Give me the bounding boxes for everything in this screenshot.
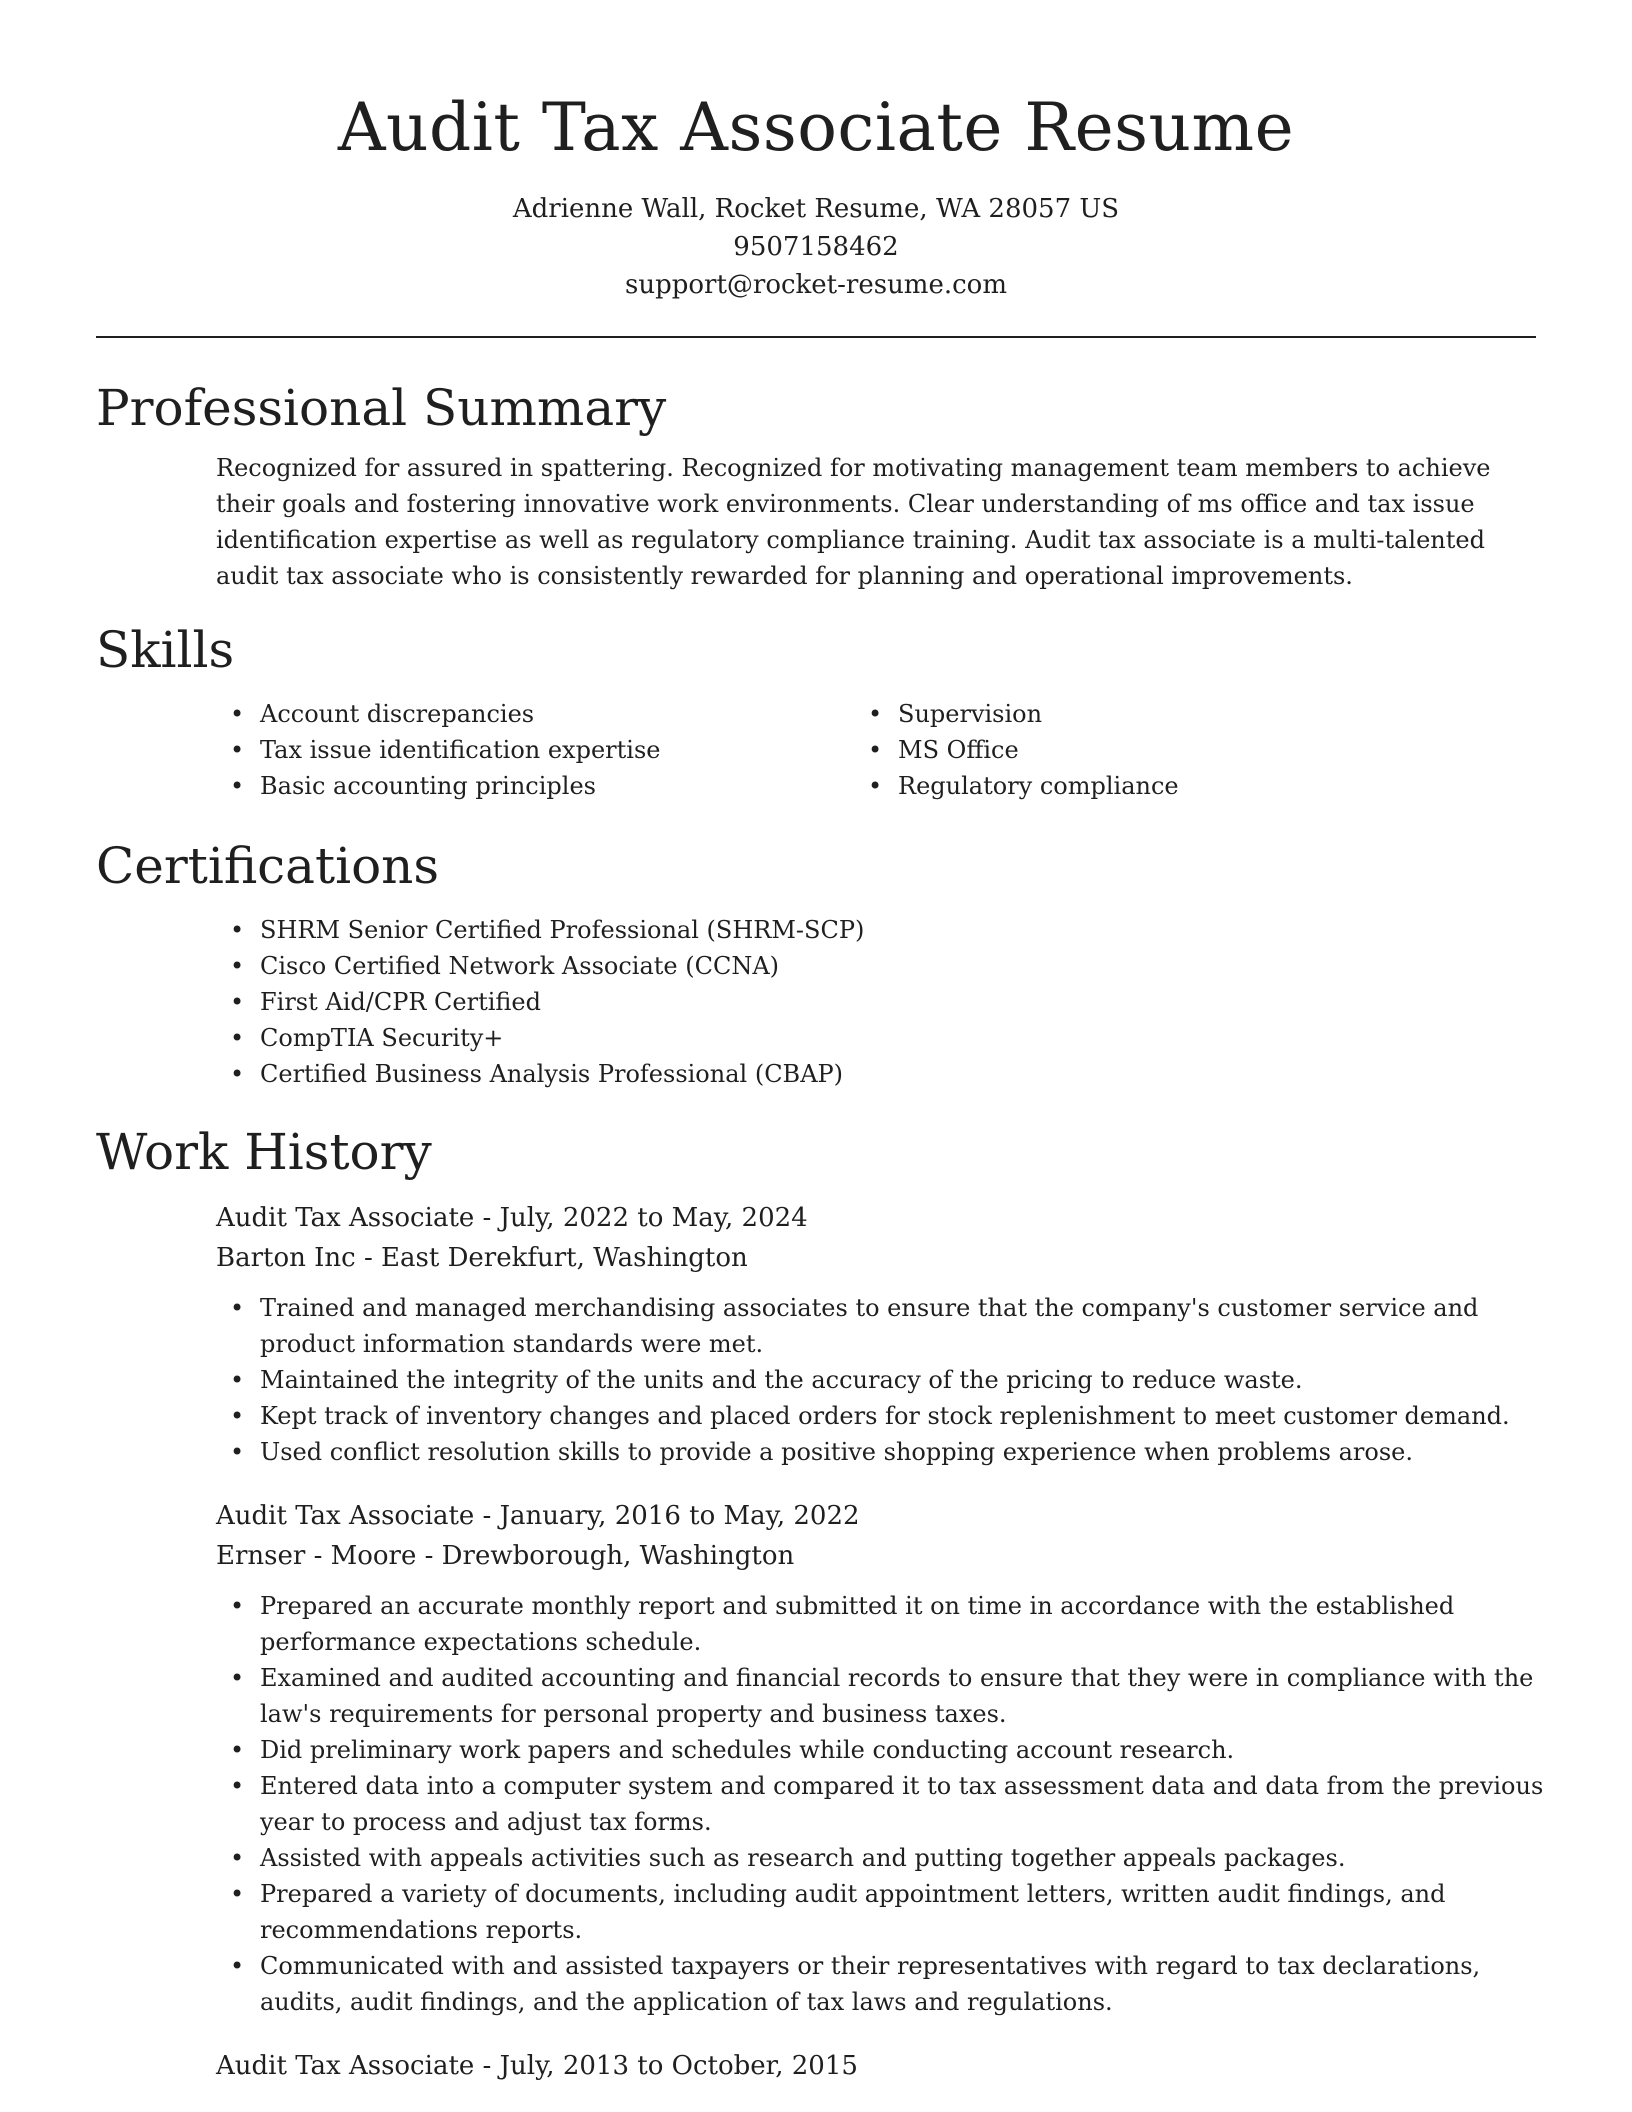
skill-item: • Account discrepancies	[260, 696, 898, 732]
job-bullet: • Kept track of inventory changes and placed orders for stock replenishment to meet customer demand.	[260, 1398, 1560, 1434]
skills-list-right	[898, 696, 1536, 804]
job-bullet: • Examined and audited accounting and financial records to ensure that they were in compliance with the law's requirements for personal property and business taxes.	[260, 1660, 1560, 1732]
skills-list-left	[260, 696, 898, 804]
summary-heading: Professional Summary	[96, 379, 667, 437]
skills-section	[96, 618, 1536, 804]
job-bullets	[260, 1290, 1560, 1470]
job-bullet: • Used conflict resolution skills to provide a positive shopping experience when problems arose.	[260, 1434, 1560, 1470]
contact-email: support@rocket-resume.com	[624, 270, 1007, 300]
job-company: Barton Inc - East Derekfurt, Washington	[216, 1243, 748, 1273]
header-divider	[96, 336, 1536, 338]
job-company: Ernser - Moore - Drewborough, Washington	[216, 1541, 795, 1571]
certification-item: • First Aid/CPR Certified	[260, 984, 1536, 1020]
skill-item: • Basic accounting principles	[260, 768, 898, 804]
summary-section	[96, 376, 1536, 594]
job-bullet: • Maintained the integrity of the units and the accuracy of the pricing to reduce waste.	[260, 1362, 1560, 1398]
resume-page	[96, 0, 1544, 2086]
skill-item: • Supervision	[898, 696, 1536, 732]
job-bullet: • Trained and managed merchandising associates to ensure that the company's customer service and product information standards were met.	[260, 1290, 1560, 1362]
certification-item: • SHRM Senior Certified Professional (SHRM-SCP)	[260, 912, 1536, 948]
certification-item: • CompTIA Security+	[260, 1020, 1536, 1056]
job-bullet: • Did preliminary work papers and schedules while conducting account research.	[260, 1732, 1560, 1768]
summary-text: Recognized for assured in spattering. Recognized for motivating management team members to achieve their goals and fostering innovative work environments. Clear understanding of ms office and tax issue identification expertise as well as regulatory compliance training. Audit tax associate is a multi-talented audit tax associate who is consistently rewarded for planning and operational improvements.	[216, 454, 1491, 590]
job-bullet: • Prepared a variety of documents, including audit appointment letters, written audit findings, and recommendations reports.	[260, 1876, 1560, 1948]
job-title: Audit Tax Associate - January, 2016 to May, 2022	[216, 1501, 860, 1531]
skill-item: • MS Office	[898, 732, 1536, 768]
certification-item: • Certified Business Analysis Professional (CBAP)	[260, 1056, 1536, 1092]
certification-item: • Cisco Certified Network Associate (CCNA)	[260, 948, 1536, 984]
resume-header	[96, 0, 1536, 304]
work-history-section	[96, 1120, 1544, 2086]
job-bullet: • Assisted with appeals activities such as research and putting together appeals packages.	[260, 1840, 1560, 1876]
resume-title: Audit Tax Associate Resume	[337, 89, 1295, 166]
job-title: Audit Tax Associate - July, 2013 to October, 2015	[216, 2051, 858, 2081]
certifications-heading: Certifications	[96, 837, 440, 895]
job-title: Audit Tax Associate - July, 2022 to May, 2024	[216, 1203, 808, 1233]
contact-phone: 9507158462	[733, 232, 899, 262]
skill-item: • Regulatory compliance	[898, 768, 1536, 804]
job-bullet: • Communicated with and assisted taxpayers or their representatives with regard to tax declarations, audits, audit findings, and the application of tax laws and regulations.	[260, 1948, 1560, 2020]
job-entry	[216, 2046, 1536, 2086]
work-history-heading: Work History	[96, 1123, 432, 1181]
skill-item: • Tax issue identification expertise	[260, 732, 898, 768]
contact-address: Adrienne Wall, Rocket Resume, WA 28057 US	[512, 194, 1120, 224]
job-entry	[216, 1496, 1544, 2020]
certifications-section	[96, 834, 1536, 1092]
job-entry	[216, 1198, 1536, 1470]
job-bullets	[260, 1588, 1560, 2020]
skills-grid	[260, 696, 1536, 804]
job-bullet: • Prepared an accurate monthly report and submitted it on time in accordance with the established performance expectations schedule.	[260, 1588, 1560, 1660]
job-bullet: • Entered data into a computer system and compared it to tax assessment data and data from the previous year to process and adjust tax forms.	[260, 1768, 1560, 1840]
certifications-list	[260, 912, 1536, 1092]
skills-heading: Skills	[96, 621, 235, 679]
